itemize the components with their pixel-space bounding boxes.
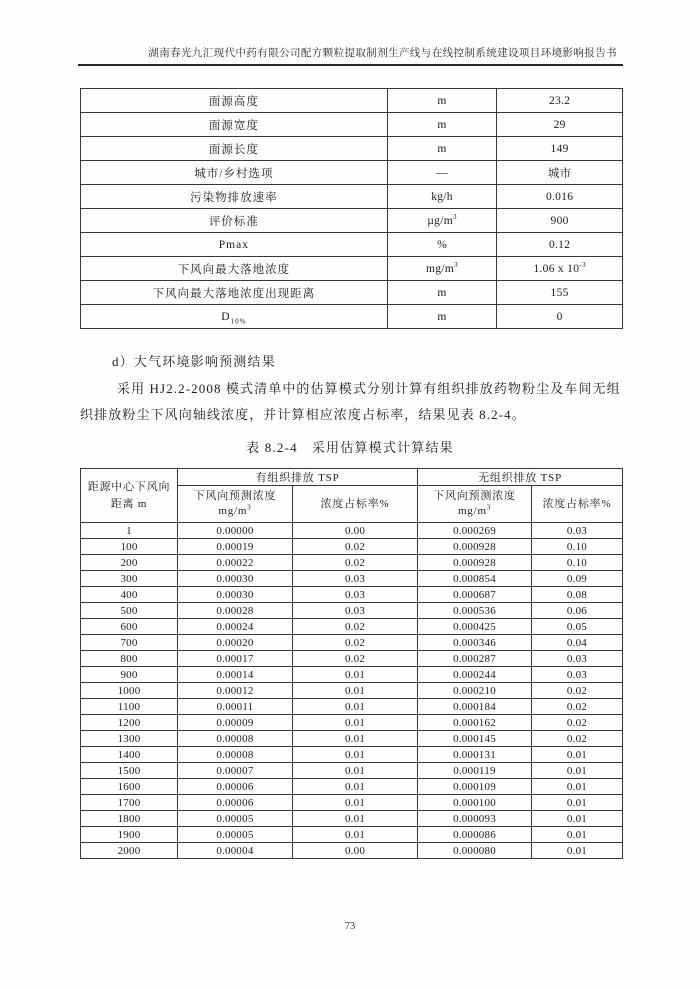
result-row (81, 747, 623, 763)
result-row (81, 603, 623, 619)
result-row (81, 587, 623, 603)
group-header-unorganized: 无组织排放 TSP (418, 469, 623, 486)
distance-cell: 1700 (81, 795, 178, 811)
unorg-ratio-cell: 0.02 (531, 731, 622, 747)
param-value-cell: 0.016 (497, 185, 623, 209)
param-name-cell: 评价标准 (81, 209, 388, 233)
params-table-body (81, 89, 623, 329)
org-conc-cell: 0.00030 (178, 587, 293, 603)
unorg-ratio-cell: 0.01 (531, 811, 622, 827)
param-value-cell: 900 (497, 209, 623, 233)
distance-cell: 1800 (81, 811, 178, 827)
param-row (81, 185, 623, 209)
distance-cell: 400 (81, 587, 178, 603)
param-name-cell: 面源长度 (81, 137, 388, 161)
result-row (81, 683, 623, 699)
org-ratio-cell: 0.03 (292, 571, 417, 587)
param-value-cell: 0.12 (497, 233, 623, 257)
unorg-ratio-cell: 0.01 (531, 779, 622, 795)
param-row (81, 89, 623, 113)
result-row (81, 731, 623, 747)
distance-cell: 800 (81, 651, 178, 667)
result-table-body (81, 523, 623, 859)
distance-cell: 300 (81, 571, 178, 587)
distance-cell: 1000 (81, 683, 178, 699)
distance-cell: 1900 (81, 827, 178, 843)
org-conc-cell: 0.00011 (178, 699, 293, 715)
org-ratio-cell: 0.01 (292, 731, 417, 747)
unorg-ratio-cell: 0.05 (531, 619, 622, 635)
unorg-conc-cell: 0.000854 (418, 571, 532, 587)
distance-cell: 1500 (81, 763, 178, 779)
param-name-cell: 城市/乡村选项 (81, 161, 388, 185)
source-parameters-table (80, 88, 623, 329)
unorg-ratio-cell: 0.02 (531, 699, 622, 715)
unorg-conc-cell: 0.000928 (418, 539, 532, 555)
paragraph-line-1: 采用 HJ2.2-2008 模式清单中的估算模式分别计算有组织排放药物粉尘及车间无组 (117, 381, 621, 396)
param-row (81, 233, 623, 257)
org-ratio-cell: 0.00 (292, 843, 417, 859)
param-value-cell: 23.2 (497, 89, 623, 113)
unorg-conc-label: 下风向预测浓度 (433, 490, 516, 503)
unorg-conc-cell: 0.000080 (418, 843, 532, 859)
param-row (81, 281, 623, 305)
param-name-cell: 下风向最大落地浓度 (81, 257, 388, 281)
param-value-cell: 155 (497, 281, 623, 305)
unorg-ratio-cell: 0.06 (531, 603, 622, 619)
distance-cell: 100 (81, 539, 178, 555)
distance-cell: 1300 (81, 731, 178, 747)
param-unit-cell: $\mu g/m^3$ (387, 209, 496, 233)
org-ratio-cell: 0.01 (292, 683, 417, 699)
result-row (81, 715, 623, 731)
col-header-org-concentration (178, 486, 293, 523)
org-ratio-cell: 0.01 (292, 779, 417, 795)
param-value-cell: 149 (497, 137, 623, 161)
org-conc-cell: 0.00019 (178, 539, 293, 555)
col-header-org-ratio: 浓度占标率% (292, 486, 417, 523)
unorg-conc-cell: 0.000100 (418, 795, 532, 811)
col-header-distance-line2: 距离 m (110, 497, 148, 510)
unorg-conc-cell: 0.000210 (418, 683, 532, 699)
unorg-conc-cell: 0.000131 (418, 747, 532, 763)
org-conc-cell: 0.00022 (178, 555, 293, 571)
unorg-conc-cell: 0.000928 (418, 555, 532, 571)
param-name-cell: 面源宽度 (81, 113, 388, 137)
org-conc-cell: 0.00028 (178, 603, 293, 619)
table-caption-number: 表 8.2-4 (246, 440, 298, 455)
param-unit-cell: $mg/m^3$ (387, 257, 496, 281)
unorg-conc-cell: 0.000287 (418, 651, 532, 667)
result-row (81, 571, 623, 587)
distance-cell: 500 (81, 603, 178, 619)
org-conc-cell: 0.00004 (178, 843, 293, 859)
result-row (81, 843, 623, 859)
org-ratio-cell: 0.02 (292, 635, 417, 651)
org-ratio-cell: 0.01 (292, 827, 417, 843)
org-ratio-cell: 0.01 (292, 811, 417, 827)
unorg-ratio-cell: 0.03 (531, 667, 622, 683)
result-row (81, 795, 623, 811)
result-row (81, 667, 623, 683)
distance-cell: 1100 (81, 699, 178, 715)
group-header-organized: 有组织排放 TSP (178, 469, 418, 486)
distance-cell: 1 (81, 523, 178, 539)
estimation-results-table (80, 468, 623, 859)
page-number: 73 (344, 921, 356, 932)
unorg-ratio-cell: 0.01 (531, 827, 622, 843)
param-unit-cell: m (387, 281, 496, 305)
param-value-cell: 0 (497, 305, 623, 329)
param-value-cell: 1.06 x $10^{-3}$ (497, 257, 623, 281)
section-heading: d）大气环境影响预测结果 (112, 354, 276, 369)
unorg-conc-cell: 0.000119 (418, 763, 532, 779)
param-name-cell: $D_{10\%}$ (81, 305, 388, 329)
param-name-cell: Pmax (81, 233, 388, 257)
unorg-conc-cell: 0.000536 (418, 603, 532, 619)
org-conc-cell: 0.00006 (178, 795, 293, 811)
param-unit-cell: — (387, 161, 496, 185)
org-ratio-cell: 0.01 (292, 667, 417, 683)
unorg-ratio-cell: 0.02 (531, 683, 622, 699)
running-header: 湖南春光九汇现代中药有限公司配方颗粒提取制剂生产线与在线控制系统建设项目环境影响报告书 (148, 48, 617, 59)
distance-cell: 1200 (81, 715, 178, 731)
distance-cell: 900 (81, 667, 178, 683)
param-row (81, 257, 623, 281)
result-row (81, 539, 623, 555)
org-conc-cell: 0.00008 (178, 747, 293, 763)
org-conc-cell: 0.00024 (178, 619, 293, 635)
result-row (81, 811, 623, 827)
org-ratio-cell: 0.03 (292, 587, 417, 603)
unorg-ratio-cell: 0.01 (531, 795, 622, 811)
col-header-distance (81, 469, 178, 523)
unorg-ratio-cell: 0.09 (531, 571, 622, 587)
unorg-conc-unit: $mg/m^3$ (457, 504, 492, 517)
paragraph-line-2: 织排放粉尘下风向轴线浓度，并计算相应浓度占标率，结果见表 8.2-4。 (80, 407, 526, 422)
org-conc-cell: 0.00008 (178, 731, 293, 747)
param-value-cell: 29 (497, 113, 623, 137)
unorg-ratio-cell: 0.01 (531, 843, 622, 859)
param-name-cell: 污染物排放速率 (81, 185, 388, 209)
org-conc-cell: 0.00014 (178, 667, 293, 683)
org-conc-cell: 0.00005 (178, 811, 293, 827)
org-conc-cell: 0.00000 (178, 523, 293, 539)
unorg-ratio-cell: 0.01 (531, 747, 622, 763)
group-header-row (81, 469, 623, 486)
param-row (81, 209, 623, 233)
param-unit-cell: kg/h (387, 185, 496, 209)
org-conc-cell: 0.00020 (178, 635, 293, 651)
unorg-ratio-cell: 0.02 (531, 715, 622, 731)
unorg-ratio-cell: 0.03 (531, 651, 622, 667)
distance-cell: 1600 (81, 779, 178, 795)
org-ratio-cell: 0.03 (292, 603, 417, 619)
distance-cell: 700 (81, 635, 178, 651)
result-row (81, 523, 623, 539)
org-ratio-cell: 0.02 (292, 651, 417, 667)
col-header-unorg-ratio: 浓度占标率% (531, 486, 622, 523)
unorg-conc-cell: 0.000687 (418, 587, 532, 603)
param-value-cell: 城市 (497, 161, 623, 185)
result-row (81, 635, 623, 651)
param-unit-cell: m (387, 113, 496, 137)
org-conc-cell: 0.00006 (178, 779, 293, 795)
unorg-conc-cell: 0.000346 (418, 635, 532, 651)
param-row (81, 161, 623, 185)
unorg-conc-cell: 0.000244 (418, 667, 532, 683)
org-ratio-cell: 0.01 (292, 747, 417, 763)
param-row (81, 137, 623, 161)
unorg-conc-cell: 0.000269 (418, 523, 532, 539)
param-unit-cell: % (387, 233, 496, 257)
org-conc-cell: 0.00009 (178, 715, 293, 731)
org-conc-cell: 0.00012 (178, 683, 293, 699)
unorg-conc-cell: 0.000184 (418, 699, 532, 715)
org-conc-label: 下风向预测浓度 (193, 490, 277, 503)
distance-cell: 2000 (81, 843, 178, 859)
result-row (81, 763, 623, 779)
param-unit-cell: m (387, 305, 496, 329)
unorg-ratio-cell: 0.03 (531, 523, 622, 539)
param-row (81, 113, 623, 137)
result-row (81, 555, 623, 571)
unorg-ratio-cell: 0.01 (531, 763, 622, 779)
param-unit-cell: m (387, 89, 496, 113)
org-conc-cell: 0.00007 (178, 763, 293, 779)
distance-cell: 600 (81, 619, 178, 635)
org-conc-unit: $mg/m^3$ (218, 504, 252, 517)
param-row (81, 305, 623, 329)
org-ratio-cell: 0.00 (292, 523, 417, 539)
unorg-conc-cell: 0.000109 (418, 779, 532, 795)
result-row (81, 779, 623, 795)
unorg-ratio-cell: 0.10 (531, 539, 622, 555)
col-header-unorg-concentration (418, 486, 532, 523)
unorg-conc-cell: 0.000093 (418, 811, 532, 827)
org-ratio-cell: 0.02 (292, 539, 417, 555)
org-ratio-cell: 0.02 (292, 555, 417, 571)
table-caption (0, 437, 700, 456)
unorg-conc-cell: 0.000145 (418, 731, 532, 747)
org-conc-cell: 0.00005 (178, 827, 293, 843)
result-row (81, 699, 623, 715)
distance-cell: 1400 (81, 747, 178, 763)
unorg-conc-cell: 0.000425 (418, 619, 532, 635)
col-header-distance-line1: 距源中心下风向 (87, 481, 171, 493)
param-name-cell: 面源高度 (81, 89, 388, 113)
result-row (81, 651, 623, 667)
unorg-conc-cell: 0.000086 (418, 827, 532, 843)
unorg-ratio-cell: 0.08 (531, 587, 622, 603)
org-ratio-cell: 0.01 (292, 763, 417, 779)
result-row (81, 827, 623, 843)
org-conc-cell: 0.00030 (178, 571, 293, 587)
unorg-ratio-cell: 0.04 (531, 635, 622, 651)
result-row (81, 619, 623, 635)
param-unit-cell: m (387, 137, 496, 161)
org-ratio-cell: 0.01 (292, 699, 417, 715)
unorg-conc-cell: 0.000162 (418, 715, 532, 731)
distance-cell: 200 (81, 555, 178, 571)
param-name-cell: 下风向最大落地浓度出现距离 (81, 281, 388, 305)
org-conc-cell: 0.00017 (178, 651, 293, 667)
unorg-ratio-cell: 0.10 (531, 555, 622, 571)
org-ratio-cell: 0.02 (292, 619, 417, 635)
org-ratio-cell: 0.01 (292, 795, 417, 811)
table-caption-title: 采用估算模式计算结果 (311, 440, 454, 455)
header-rule (78, 64, 623, 66)
org-ratio-cell: 0.01 (292, 715, 417, 731)
